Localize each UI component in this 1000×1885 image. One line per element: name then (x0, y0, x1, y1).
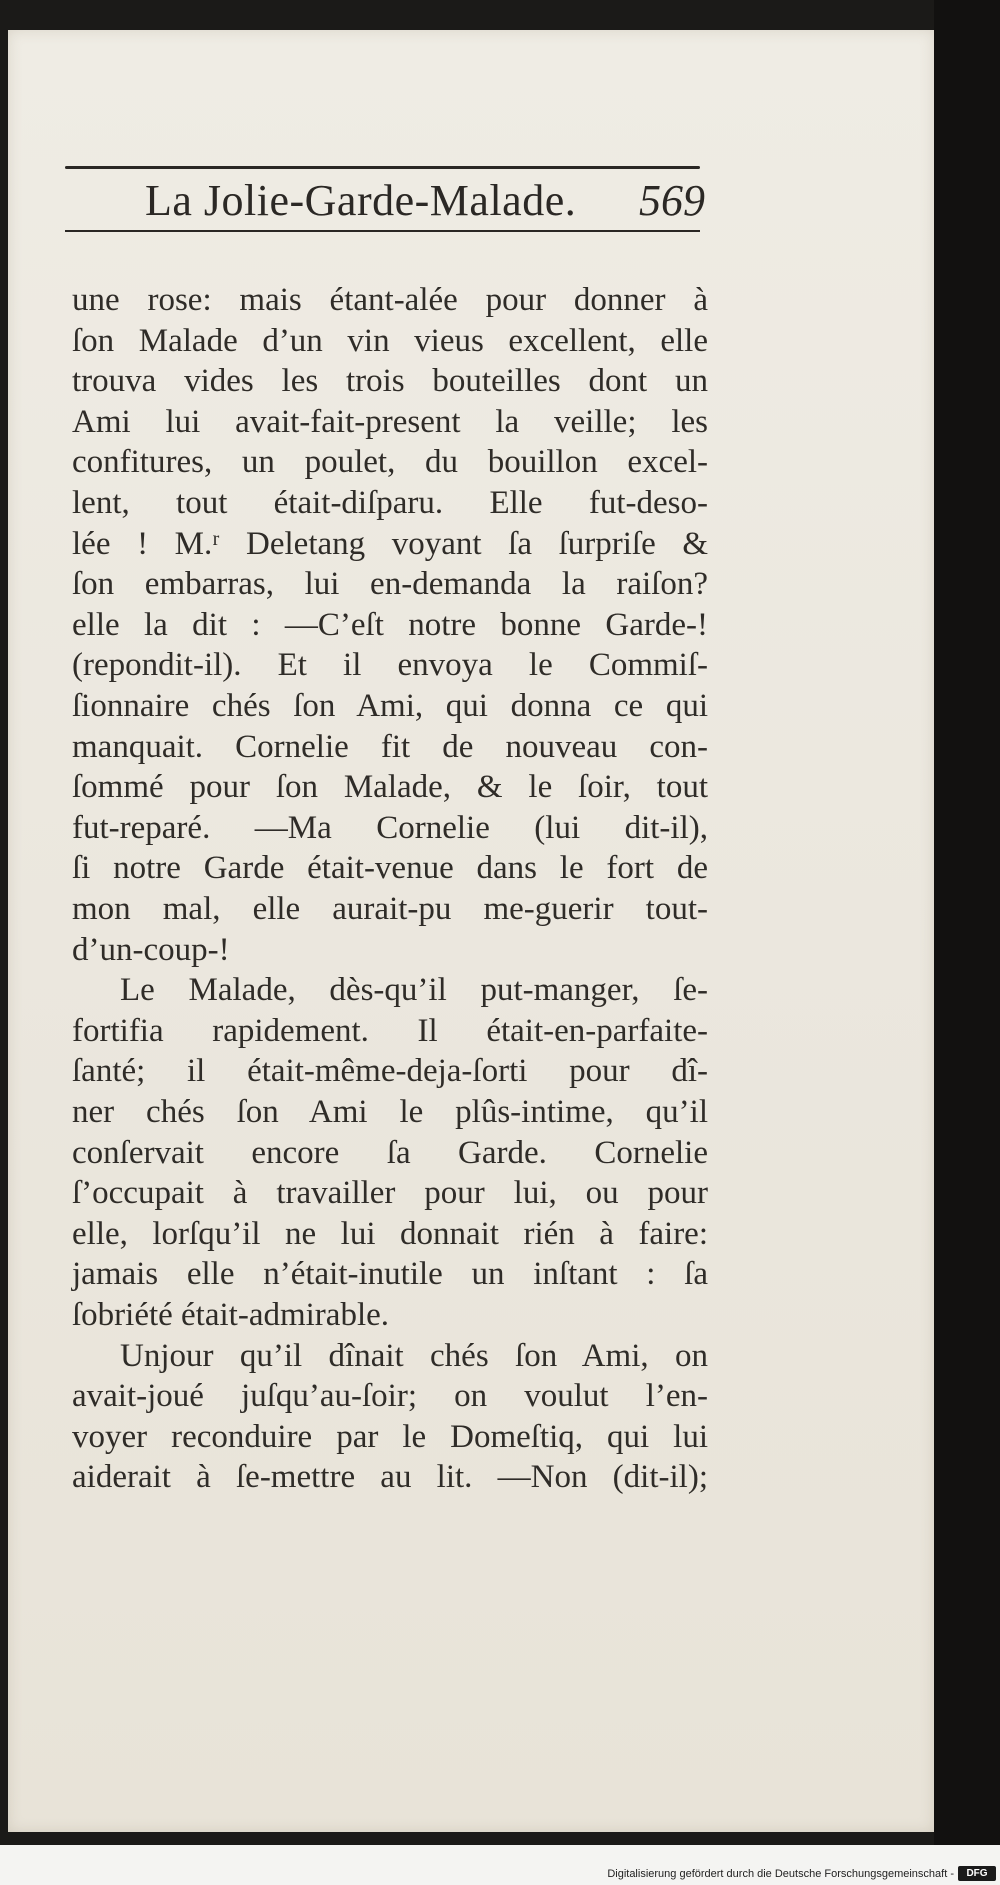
text-line: ſommé pour ſon Malade, & le ſoir, tout (72, 769, 708, 806)
page-number: 569 (639, 176, 705, 225)
text-line: ſon Malade d’un vin vieus excellent, elle (72, 322, 708, 359)
text-line: (repondit-il). Et il envoya le Commiſ- (72, 647, 708, 684)
text-line: voyer reconduire par le Domeſtiq, qui lui (72, 1418, 708, 1455)
dfg-logo: DFG (958, 1866, 996, 1881)
text-line: d’un-coup-! (72, 931, 230, 968)
text-line: fut-reparé. —Ma Cornelie (lui dit-il), (72, 809, 708, 846)
text-line: ſobriété était-admirable. (72, 1297, 390, 1333)
running-header (145, 175, 705, 231)
text-line: manquait. Cornelie fit de nouveau con- (72, 728, 708, 765)
text-line: elle la dit : —C’eſt notre bonne Garde-! (72, 606, 708, 643)
text-line: fortifia rapidement. Il était-en-parfaite- (72, 1012, 708, 1049)
text-line: Ami lui avait-fait-present la veille; les (72, 403, 708, 440)
text-line: avait-joué juſqu’au-ſoir; on voulut l’en- (72, 1378, 708, 1415)
text-line: une rose: mais étant-alée pour donner à (72, 282, 708, 318)
text-line: Unjour qu’il dînait chés ſon Ami, on (120, 1337, 708, 1374)
header-rule-bottom (65, 230, 700, 232)
text-line: Le Malade, dès-qu’il put-manger, ſe- (120, 972, 708, 1009)
text-line: conſervait encore ſa Garde. Cornelie (72, 1134, 708, 1171)
text-line: ſionnaire chés ſon Ami, qui donna ce qui (72, 688, 708, 724)
text-line: lée ! M.ʳ Deletang voyant ſa ſurpriſe & (72, 525, 708, 562)
header-rule-top (65, 166, 700, 169)
digitization-credit: Digitalisierung gefördert durch die Deutsche Forschungsgemeinschaft - (607, 1868, 954, 1880)
text-line: ſanté; il était-même-deja-ſorti pour dî- (72, 1053, 708, 1090)
running-title: La Jolie-Garde-Malade. (145, 176, 577, 225)
scan-background-edge (934, 0, 1000, 1845)
text-line: lent, tout était-diſparu. Elle fut-deso- (72, 485, 708, 521)
text-line: ſ’occupait à travailler pour lui, ou pour (72, 1175, 708, 1212)
text-line: confitures, un poulet, du bouillon excel- (72, 444, 708, 481)
text-line: ſon embarras, lui en-demanda la raiſon? (72, 566, 708, 603)
text-line: trouva vides les trois bouteilles dont un (72, 363, 708, 400)
text-line: aiderait à ſe-mettre au lit. —Non (dit-il); (72, 1459, 708, 1496)
text-line: elle, lorſqu’il ne lui donnait rién à faire: (72, 1215, 708, 1252)
text-line: ner chés ſon Ami le plûs-intime, qu’il (72, 1094, 708, 1130)
text-line: mon mal, elle aurait-pu me-guerir tout- (72, 891, 708, 927)
text-line: jamais elle n’était-inutile un inſtant : ſa (72, 1256, 708, 1293)
text-line: ſi notre Garde était-venue dans le fort de (72, 850, 708, 887)
